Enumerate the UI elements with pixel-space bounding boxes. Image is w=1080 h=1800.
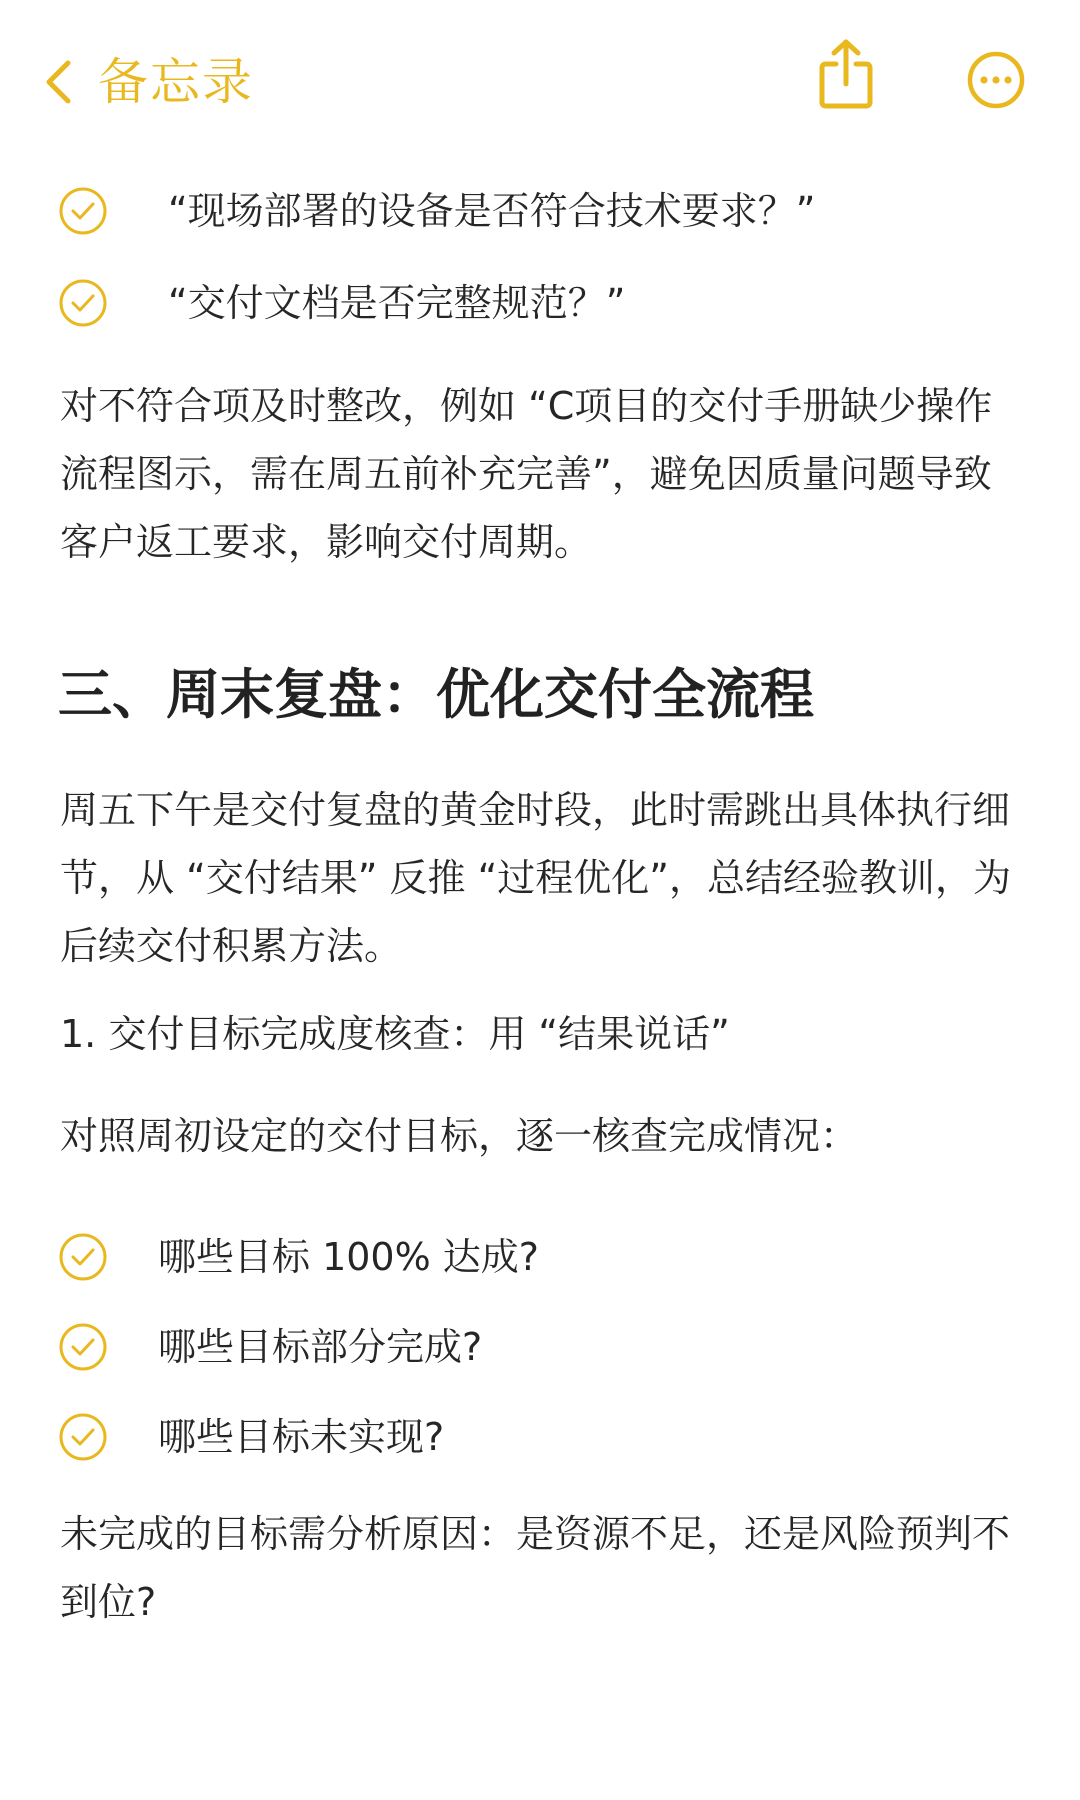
checklist-item-text: “现场部署的设备是否符合技术要求？” xyxy=(168,189,816,233)
more-icon xyxy=(966,50,1026,110)
checklist-item xyxy=(58,1322,482,1372)
check-circle-icon[interactable] xyxy=(58,1322,108,1372)
paragraph: 对照周初设定的交付目标，逐一核查完成情况： xyxy=(60,1114,859,1158)
checklist-item-text: 哪些目标部分完成? xyxy=(158,1325,483,1369)
paragraph: 未完成的目标需分析原因：是资源不足，还是风险预判不到位? xyxy=(60,1512,1011,1624)
share-icon xyxy=(818,38,874,110)
checklist-item-text: “交付文档是否完整规范？” xyxy=(168,281,626,325)
share-button[interactable] xyxy=(818,38,874,114)
chevron-left-icon xyxy=(44,59,72,105)
checklist-item xyxy=(58,186,815,236)
back-label: 备忘录 xyxy=(98,53,254,111)
paragraph: 对不符合项及时整改，例如 “C项目的交付手册缺少操作流程图示，需在周五前补充完善”，避免因质量问题导致客户返工要求，影响交付周期。 xyxy=(60,384,993,564)
back-button[interactable] xyxy=(44,52,254,112)
checklist-item xyxy=(58,278,625,328)
navigation-bar xyxy=(0,0,1080,160)
check-circle-icon[interactable] xyxy=(58,278,108,328)
check-circle-icon[interactable] xyxy=(58,186,108,236)
subheading: 1. 交付目标完成度核查：用 “结果说话” xyxy=(60,1012,730,1056)
checklist-item-text: 哪些目标未实现? xyxy=(158,1415,445,1459)
checklist-item-text: 哪些目标 100% 达成? xyxy=(158,1235,539,1279)
checklist-item xyxy=(58,1412,444,1462)
check-circle-icon[interactable] xyxy=(58,1412,108,1462)
more-button[interactable] xyxy=(966,50,1026,114)
checklist-item xyxy=(58,1232,539,1282)
paragraph: 周五下午是交付复盘的黄金时段，此时需跳出具体执行细节，从 “交付结果” 反推 “过程优化”，总结经验教训，为后续交付积累方法。 xyxy=(60,788,1011,968)
check-circle-icon[interactable] xyxy=(58,1232,108,1282)
section-heading: 三、周末复盘：优化交付全流程 xyxy=(58,663,814,726)
